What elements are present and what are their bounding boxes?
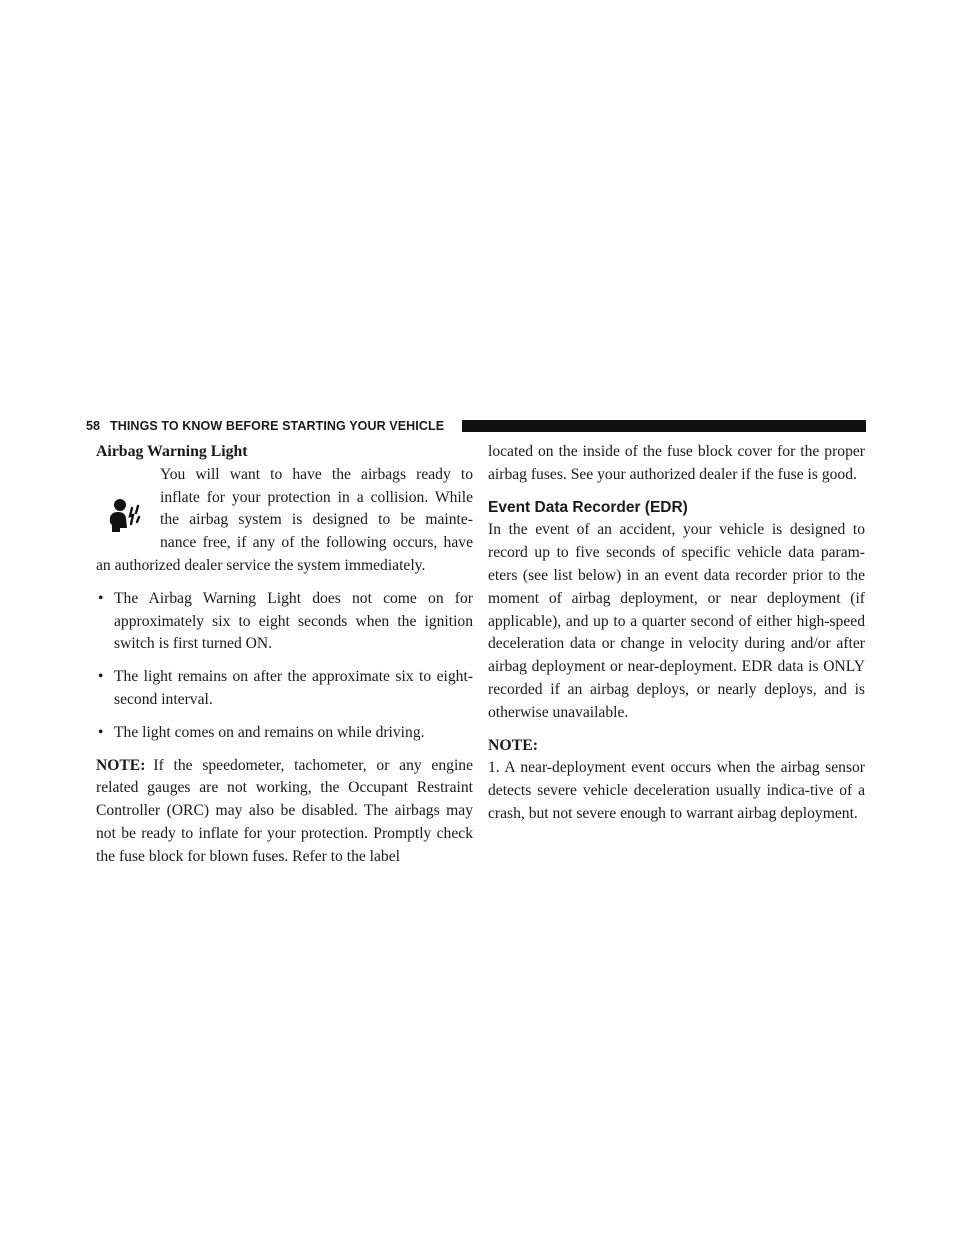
intro-last-line: an authorized dealer service the system immediately. xyxy=(96,556,426,574)
edr-note-label: NOTE: xyxy=(488,736,539,754)
intro-line: the airbag system is designed to be mainte- xyxy=(160,511,473,529)
continuation-paragraph: located on the inside of the fuse block cover for the proper airbag fuses. See your authorized dealer if the fuse is good. xyxy=(488,443,865,483)
list-item: • The Airbag Warning Light does not come on for approximately six to eight seconds when the ignition switch is first turned ON. xyxy=(96,588,473,656)
airbag-warning-heading: Airbag Warning Light xyxy=(96,443,248,460)
intro-line: You will want to have the airbags ready to xyxy=(160,465,473,483)
list-item: • The light remains on after the approximate six to eight-second interval. xyxy=(96,666,473,712)
note-paragraph xyxy=(96,755,473,869)
warning-bullet-list xyxy=(96,588,473,745)
intro-line: inflate for your protection in a collision. While xyxy=(160,488,473,506)
edr-heading: Event Data Recorder (EDR) xyxy=(488,498,688,516)
list-item: • The light comes on and remains on while driving. xyxy=(96,722,473,745)
edr-body: In the event of an accident, your vehicle is designed to record up to five seconds of specific vehicle data param-eters (see list below) in an event data recorder prior to the moment of airbag deployment, or near deployment (if applicable), and up to a quarter second of either high-speed deceleration data or change in velocity during and/or after airbag deployment or near-deployment. EDR data is ONLY recorded if an airbag deploys, or nearly deploys, and is otherwise unavailable. xyxy=(488,521,865,721)
right-column xyxy=(488,441,865,826)
edr-note-item: 1. A near-deployment event occurs when the airbag sensor detects severe vehicle deceleration usually indica-tive of a crash, but not severe enough to warrant airbag deployment. xyxy=(488,759,865,822)
page-number: 58 xyxy=(86,419,101,433)
intro-block xyxy=(96,464,473,578)
page-header xyxy=(86,417,866,435)
note-text: If the speedometer, tachometer, or any engine related gauges are not working, the Occupant Restraint Controller (ORC) may also be disabled. The airbags may not be ready to inflate for your protection. Promptly check the fuse block for blown fuses. Refer to the label xyxy=(96,756,473,865)
section-title: THINGS TO KNOW BEFORE STARTING YOUR VEHICLE xyxy=(110,419,445,433)
note-label: NOTE: xyxy=(96,756,146,774)
left-column xyxy=(96,441,473,869)
intro-line: nance free, if any of the following occurs, have xyxy=(160,534,473,552)
airbag-warning-icon xyxy=(106,498,144,534)
header-bar xyxy=(462,420,866,432)
